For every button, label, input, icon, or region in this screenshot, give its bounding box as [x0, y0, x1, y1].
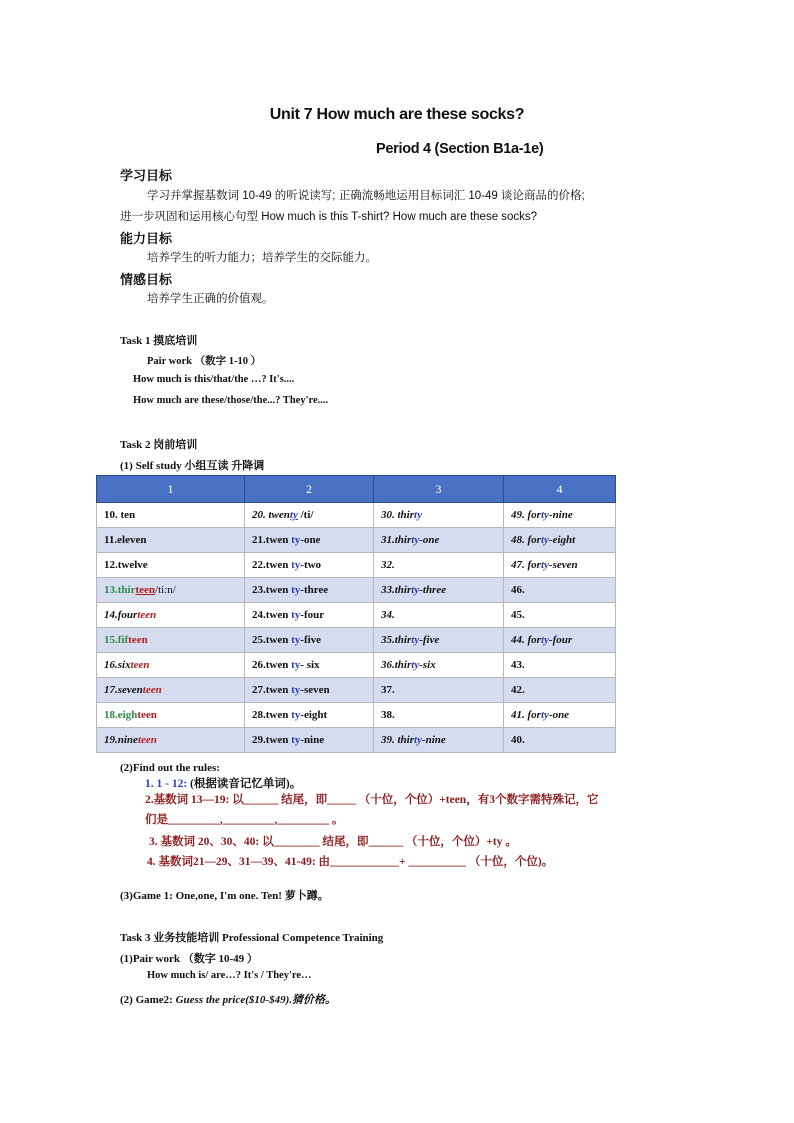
table-cell: 40.	[504, 728, 616, 753]
table-row	[97, 628, 616, 653]
table-cell: 37.	[374, 678, 504, 703]
task3-title: Task 3 业务技能培训 Professional Competence Training	[120, 932, 384, 944]
table-cell: 24.twen ty-four	[245, 603, 374, 628]
table-header-cell: 3	[374, 476, 504, 503]
table-cell: 48. forty-eight	[504, 528, 616, 553]
game1: (3)Game 1: One,one, I'm one. Ten! 萝卜蹲。	[120, 890, 329, 902]
table-cell: 38.	[374, 703, 504, 728]
ability-objectives-text: 培养学生的听力能力；培养学生的交际能力。	[147, 252, 377, 264]
table-cell: 11.eleven	[97, 528, 245, 553]
table-cell: 27.twen ty-seven	[245, 678, 374, 703]
table-cell: 36.thirty-six	[374, 653, 504, 678]
table-cell: 32.	[374, 553, 504, 578]
task3-pairwork: (1)Pair work （数字 10-49 ）	[120, 953, 258, 965]
table-cell: 49. forty-nine	[504, 503, 616, 528]
table-cell: 18.eighteen	[97, 703, 245, 728]
table-cell: 47. forty-seven	[504, 553, 616, 578]
table-cell: 35.thirty-five	[374, 628, 504, 653]
table-cell: 42.	[504, 678, 616, 703]
table-cell: 39. thirty-nine	[374, 728, 504, 753]
learning-objectives-heading: 学习目标	[120, 168, 173, 183]
table-row	[97, 528, 616, 553]
table-row	[97, 728, 616, 753]
emotion-objectives-heading: 情感目标	[120, 272, 173, 287]
table-row	[97, 703, 616, 728]
table-header-cell: 4	[504, 476, 616, 503]
task1-line1: How much is this/that/the …? It's....	[133, 374, 295, 385]
table-cell: 30. thirty	[374, 503, 504, 528]
table-row	[97, 553, 616, 578]
table-header-cell: 1	[97, 476, 245, 503]
rule-1: 1. 1 - 12: (根据读音记忆单词)。	[145, 778, 302, 790]
table-cell: 10. ten	[97, 503, 245, 528]
rule-3: 3. 基数词 20、30、40: 以________ 结尾，即______ （十位，个位）+ty 。	[149, 836, 517, 848]
table-cell: 41. forty-one	[504, 703, 616, 728]
table-cell: 15.fifteen	[97, 628, 245, 653]
table-cell: 12.twelve	[97, 553, 245, 578]
table-cell: 26.twen ty- six	[245, 653, 374, 678]
table-row	[97, 653, 616, 678]
rules-title: (2)Find out the rules:	[120, 762, 220, 774]
numbers-table	[96, 475, 616, 753]
table-cell: 33.thirty-three	[374, 578, 504, 603]
table-cell: 19.nineteen	[97, 728, 245, 753]
task1-title: Task 1 摸底培训	[120, 335, 198, 347]
table-cell: 28.twen ty-eight	[245, 703, 374, 728]
task1-line2: How much are these/those/the...? They're....	[133, 395, 329, 406]
rule-4: 4. 基数词21—29、31—39、41-49: 由____________+ __________ （十位，个位)。	[147, 856, 554, 868]
table-row	[97, 603, 616, 628]
table-cell: 43.	[504, 653, 616, 678]
rule-2-line2: 们是_________,_________,_________ 。	[145, 814, 344, 826]
table-header-row	[97, 476, 616, 503]
table-row	[97, 578, 616, 603]
table-cell: 20. twenty /ti/	[245, 503, 374, 528]
table-cell: 23.twen ty-three	[245, 578, 374, 603]
table-cell: 31.thirty-one	[374, 528, 504, 553]
ability-objectives-heading: 能力目标	[120, 231, 173, 246]
table-row	[97, 503, 616, 528]
learning-objectives-line1: 学习并掌握基数词 10-49 的听说读写; 正确流畅地运用目标词汇 10-49 谈论商品的价格;	[147, 190, 585, 202]
table-cell: 25.twen ty-five	[245, 628, 374, 653]
task1-pairwork: Pair work （数字 1-10 ）	[147, 356, 262, 367]
table-cell: 46.	[504, 578, 616, 603]
learning-objectives-line2: 进一步巩固和运用核心句型 How much is this T-shirt? How much are these socks?	[120, 211, 538, 223]
rule-2-line1: 2.基数词 13—19: 以______ 结尾，即_____ （十位，个位）+teen，有3个数字需特殊记，它	[145, 794, 599, 806]
task2-title: Task 2 岗前培训	[120, 439, 198, 451]
document-title: Unit 7 How much are these socks?	[269, 106, 525, 123]
table-cell: 34.	[374, 603, 504, 628]
game2: (2) Game2: Guess the price($10-$49).猜价格。	[120, 994, 336, 1006]
period-subtitle: Period 4 (Section B1a-1e)	[376, 141, 544, 157]
table-cell: 44. forty-four	[504, 628, 616, 653]
task2-selfstudy: (1) Self study 小组互读 升降调	[120, 460, 265, 472]
table-cell: 16.sixteen	[97, 653, 245, 678]
table-header-cell: 2	[245, 476, 374, 503]
emotion-objectives-text: 培养学生正确的价值观。	[147, 293, 274, 305]
table-cell: 14.fourteen	[97, 603, 245, 628]
table-cell: 13.thirteen/ti:n/	[97, 578, 245, 603]
table-cell: 21.twen ty-one	[245, 528, 374, 553]
table-row	[97, 678, 616, 703]
table-cell: 22.twen ty-two	[245, 553, 374, 578]
table-cell: 45.	[504, 603, 616, 628]
table-cell: 29.twen ty-nine	[245, 728, 374, 753]
table-cell: 17.seventeen	[97, 678, 245, 703]
task3-line: How much is/ are…? It's / They're…	[147, 970, 312, 981]
